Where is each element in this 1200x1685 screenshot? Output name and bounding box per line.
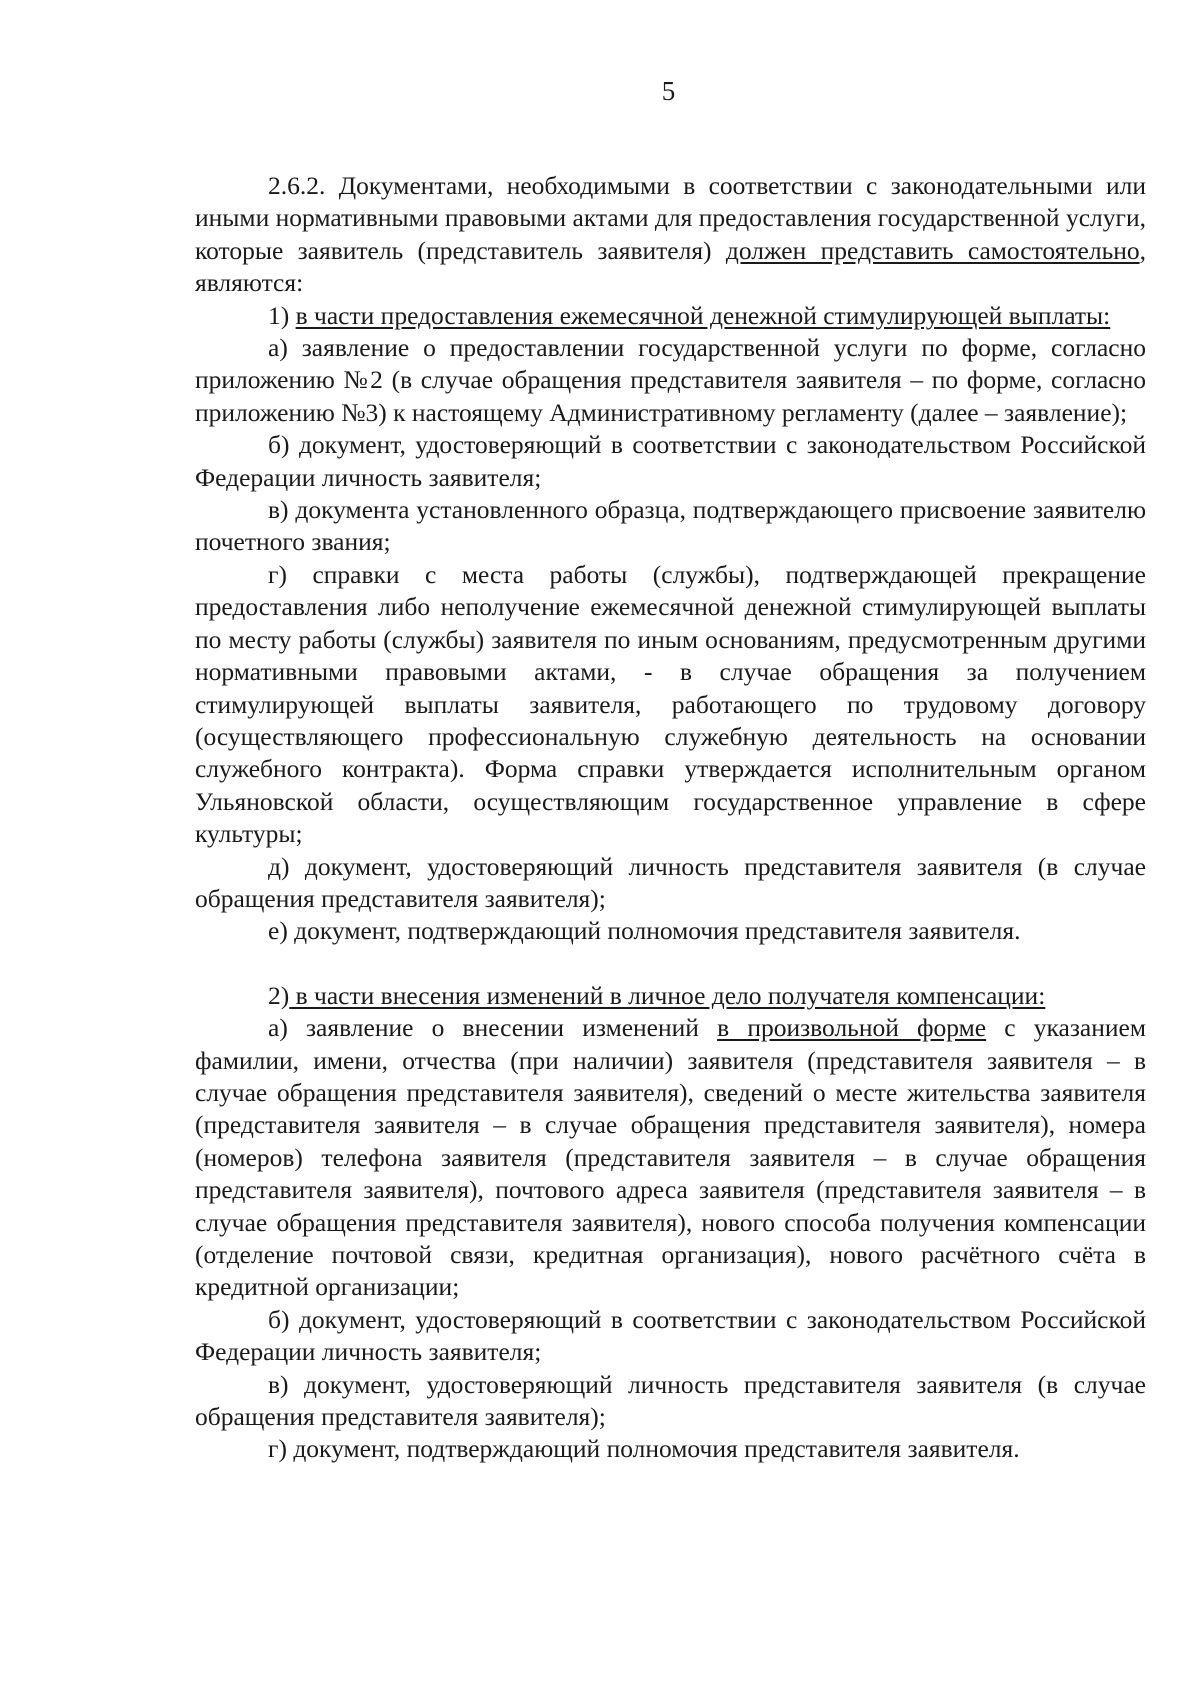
part-2-item-a-start: а) заявление о внесении изменений [268, 1013, 718, 1043]
part-2-item-b: б) документ, удостоверяющий в соответствии с законодательством Российской Федерации личность заявителя; [195, 1304, 1146, 1367]
section-2-6-2-intro [195, 170, 1146, 300]
intro-underlined-text: должен представить самостоятельно [725, 235, 1140, 265]
part-2-item-a-underlined: в произвольной форме [717, 1013, 987, 1043]
part-2-item-a [195, 1012, 1146, 1304]
part-1-item-v: в) документа установленного образца, подтверждающего присвоение заявителю почетного звания; [195, 495, 1146, 557]
part-1-heading-text: в части предоставления ежемесячной денежной стимулирующей выплаты: [295, 300, 1111, 330]
part-1-item-a: а) заявление о предоставлении государственной услуги по форме, согласно приложению №2 (в случае обращения представителя заявителя – по форме, согласно приложению №3) к настоящему Административному регламенту (далее – заявление); [195, 333, 1146, 427]
intro-text: 2.6.2. Документами, необходимыми в соответствии с законодательными или иными нормативными правовыми актами для предоставления государственной услуги, которые заявитель (представитель заявителя) [195, 171, 1146, 265]
part-1-number: 1) [268, 300, 296, 330]
part-1-item-e: е) документ, подтверждающий полномочия представителя заявителя. [268, 916, 1021, 946]
part-1-item-b: б) документ, удостоверяющий в соответствии с законодательством Российской Федерации личность заявителя; [195, 430, 1146, 492]
part-2-heading-text: в части внесения изменений в личное дело получателя компенсации: [289, 980, 1046, 1010]
paragraph-spacer [195, 948, 1146, 980]
part-2-item-v: в) документ, удостоверяющий личность представителя заявителя (в случае обращения представителя заявителя); [195, 1369, 1146, 1432]
part-2-item-g: г) документ, подтверждающий полномочия представителя заявителя. [268, 1434, 1020, 1464]
part-2-item-a-end: с указанием фамилии, имени, отчества (при наличии) заявителя (представителя заявителя – в случае обращения представителя заявителя), сведений о месте жительства заявителя (представителя заявителя – в случае обращения представителя заявителя), номера (номеров) телефона заявителя (представителя заявителя – в случае обращения представителя заявителя), почтового адреса заявителя (представителя заявителя – в случае обращения представителя заявителя), нового способа получения компенсации (отделение почтовой связи, кредитная организация), нового расчётного счёта в кредитной организации; [195, 1013, 1146, 1302]
part-1-item-d: д) документ, удостоверяющий личность представителя заявителя (в случае обращения представителя заявителя); [195, 851, 1146, 913]
document-body [195, 170, 1146, 1466]
page-number: 5 [661, 76, 676, 106]
part-2-heading [195, 980, 1146, 1012]
part-1-heading [195, 300, 1146, 332]
intro-end-text: , являются: [195, 235, 1146, 298]
part-1-item-g: г) справки с места работы (службы), подтверждающей прекращение предоставления либо неполучение ежемесячной денежной стимулирующей выплаты по месту работы (службы) заявителя по иным основаниям, предусмотренным другими нормативными правовыми актами, - в случае обращения за получением стимулирующей выплаты заявителя, работающего по трудовому договору (осуществляющего профессиональную служебную деятельность на основании служебного контракта). Форма справки утверждается исполнительным органом Ульяновской области, осуществляющим государственное управление в сфере культуры; [195, 559, 1146, 849]
part-2-number: 2) [268, 980, 290, 1010]
